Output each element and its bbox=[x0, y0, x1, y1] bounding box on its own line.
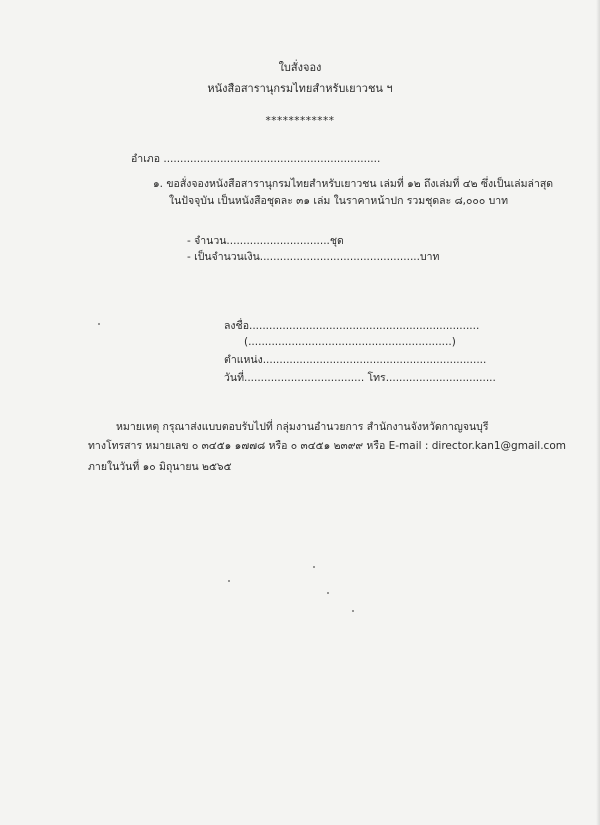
scan-speck bbox=[352, 610, 354, 612]
printed-name-field: (.............................................................) bbox=[244, 336, 456, 348]
doc-title: ใบสั่งจอง bbox=[278, 61, 322, 74]
order-item-line-2: ในปัจจุบัน เป็นหนังสือชุดละ ๓๑ เล่ม ในราคาหน้าปก รวมชุดละ ๘,๐๐๐ บาท bbox=[169, 195, 509, 207]
note-line-3: ภายในวันที่ ๑๐ มิถุนายน ๒๕๖๕ bbox=[88, 461, 232, 473]
district-field: อำเภอ ................................................................. bbox=[131, 153, 381, 165]
signature-field: ลงชื่อ..................................................................... bbox=[224, 320, 480, 332]
stars-divider: ************ bbox=[265, 115, 335, 127]
scan-speck bbox=[98, 323, 100, 325]
scan-speck bbox=[313, 566, 315, 568]
note-line-2: ทางโทรสาร หมายเลข ๐ ๓๔๕๑ ๑๗๗๘ หรือ ๐ ๓๔๕๑ ๒๓๙๙ หรือ E-mail : director.kan1@gmail.com bbox=[88, 440, 566, 452]
position-field: ตำแหน่ง................................................................... bbox=[224, 354, 487, 366]
order-item-line-1: ๑. ขอสั่งจองหนังสือสารานุกรมไทยสำหรับเยาวชน เล่มที่ ๑๒ ถึงเล่มที่ ๔๒ ซึ่งเป็นเล่มล่าสุด bbox=[153, 178, 554, 190]
quantity-field: - จำนวน...............................ชุด bbox=[187, 235, 344, 247]
page-edge-shadow bbox=[596, 0, 600, 825]
amount-field: - เป็นจำนวนเงิน................................................บาท bbox=[187, 251, 440, 263]
note-line-1: หมายเหตุ กรุณาส่งแบบตอบรับไปที่ กลุ่มงานอำนวยการ สำนักงานจังหวัดกาญจนบุรี bbox=[116, 421, 489, 433]
doc-subtitle: หนังสือสารานุกรมไทยสำหรับเยาวชน ฯ bbox=[207, 82, 393, 95]
scan-speck bbox=[228, 580, 230, 582]
date-phone-field: วันที่.................................... โทร................................. bbox=[224, 372, 496, 384]
scan-speck bbox=[327, 592, 329, 594]
